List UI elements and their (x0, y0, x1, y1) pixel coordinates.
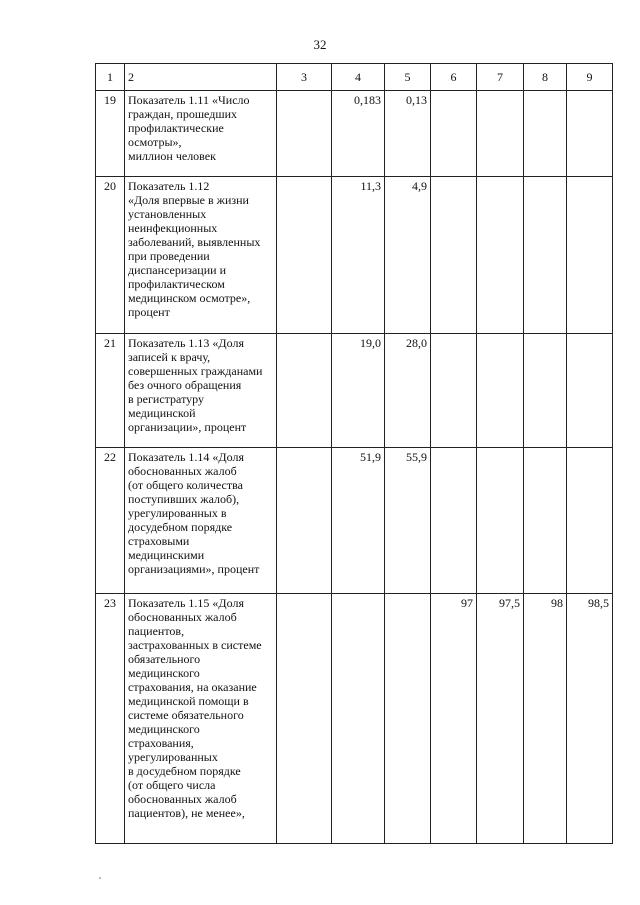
cell-col-3 (277, 177, 332, 334)
cell-col-4: 19,0 (332, 334, 385, 448)
cell-col-5: 0,13 (385, 91, 431, 177)
cell-col-9 (567, 91, 613, 177)
cell-col-5: 4,9 (385, 177, 431, 334)
row-number: 22 (96, 448, 125, 594)
cell-col-7 (477, 91, 524, 177)
indicator-description: Показатель 1.12 «Доля впервые в жизни установленных неинфекционных заболеваний, выявленных при проведении диспансеризации и профилактическом медицинском осмотре», процент (125, 177, 277, 334)
cell-col-3 (277, 448, 332, 594)
cell-col-3 (277, 594, 332, 844)
table-header-row (96, 64, 613, 91)
cell-col-6 (431, 334, 477, 448)
cell-col-4 (332, 594, 385, 844)
column-header: 5 (385, 64, 431, 91)
row-number: 23 (96, 594, 125, 844)
cell-col-8 (524, 177, 567, 334)
cell-col-7: 97,5 (477, 594, 524, 844)
column-header: 7 (477, 64, 524, 91)
column-header: 4 (332, 64, 385, 91)
cell-col-4: 51,9 (332, 448, 385, 594)
cell-col-8 (524, 91, 567, 177)
page-number: 32 (313, 37, 327, 52)
cell-col-9 (567, 177, 613, 334)
table-row (96, 177, 613, 334)
cell-col-5: 55,9 (385, 448, 431, 594)
table-row (96, 448, 613, 594)
row-number: 20 (96, 177, 125, 334)
indicators-table (95, 63, 613, 844)
cell-col-4: 11,3 (332, 177, 385, 334)
cell-col-7 (477, 334, 524, 448)
row-number: 21 (96, 334, 125, 448)
table-row (96, 594, 613, 844)
indicator-description: Показатель 1.13 «Доля записей к врачу, совершенных гражданами без очного обращения в регистратуру медицинской организации», процент (125, 334, 277, 448)
column-header: 9 (567, 64, 613, 91)
cell-col-7 (477, 177, 524, 334)
indicator-description: Показатель 1.11 «Число граждан, прошедших профилактические осмотры», миллион человек (125, 91, 277, 177)
cell-col-4: 0,183 (332, 91, 385, 177)
cell-col-5 (385, 594, 431, 844)
cell-col-3 (277, 334, 332, 448)
column-header: 8 (524, 64, 567, 91)
row-number: 19 (96, 91, 125, 177)
scan-speck (99, 877, 101, 879)
cell-col-6 (431, 177, 477, 334)
cell-col-8: 98 (524, 594, 567, 844)
column-header: 6 (431, 64, 477, 91)
column-header: 1 (96, 64, 125, 91)
cell-col-6 (431, 448, 477, 594)
cell-col-8 (524, 334, 567, 448)
column-header: 3 (277, 64, 332, 91)
cell-col-5: 28,0 (385, 334, 431, 448)
cell-col-9 (567, 448, 613, 594)
cell-col-8 (524, 448, 567, 594)
cell-col-6 (431, 91, 477, 177)
cell-col-3 (277, 91, 332, 177)
cell-col-7 (477, 448, 524, 594)
column-header: 2 (125, 64, 277, 91)
cell-col-9: 98,5 (567, 594, 613, 844)
indicator-description: Показатель 1.14 «Доля обоснованных жалоб (от общего количества поступивших жалоб), урегулированных в досудебном порядке страховыми медицинскими организациями», процент (125, 448, 277, 594)
indicator-description: Показатель 1.15 «Доля обоснованных жалоб пациентов, застрахованных в системе обязательного медицинского страхования, на оказание медицинской помощи в системе обязательного медицинского страхования, урегулированных в досудебном порядке (от общего числа обоснованных жалоб пациентов), не менее», (125, 594, 277, 844)
cell-col-6: 97 (431, 594, 477, 844)
table-row (96, 334, 613, 448)
cell-col-9 (567, 334, 613, 448)
table-row (96, 91, 613, 177)
